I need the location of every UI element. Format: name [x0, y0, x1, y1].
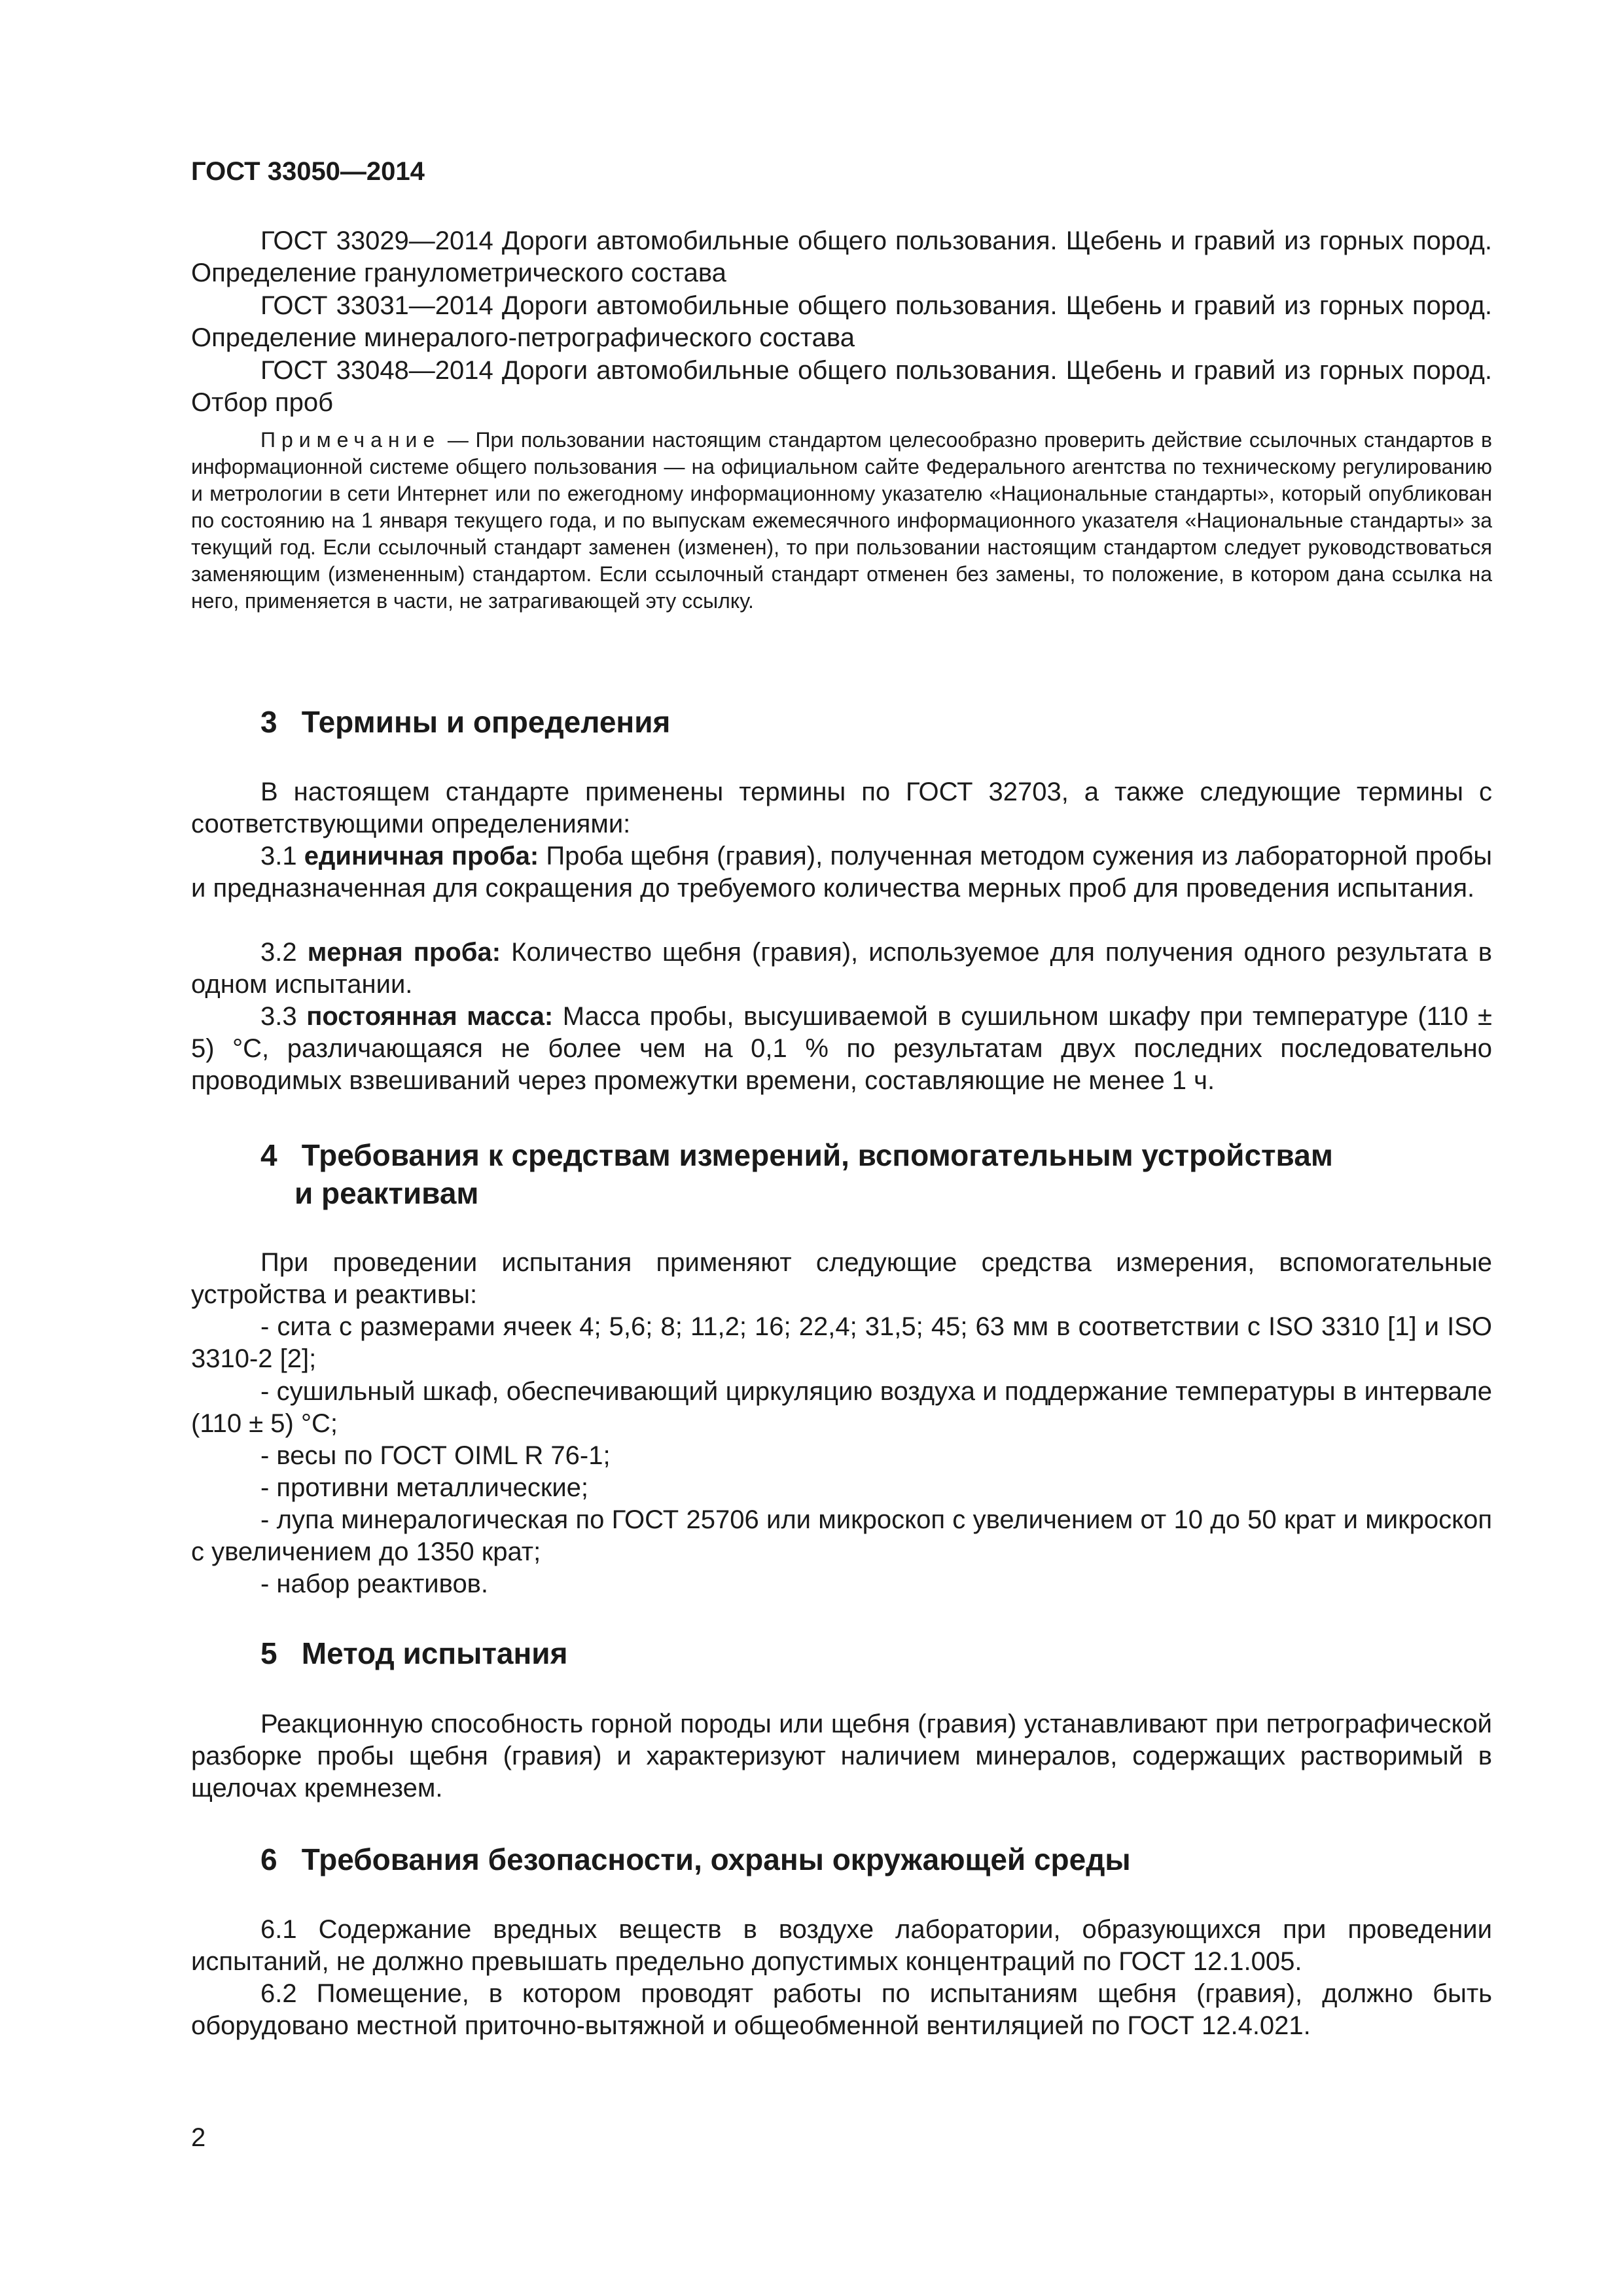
s4-intro: При проведении испытания применяют следующие средства измерения, вспомогательные устройства и реактивы: [191, 1248, 1492, 1309]
s5-text: Реакционную способность горной породы или щебня (гравия) устанавливают при петрографической разборке пробы щебня (гравия) и характеризуют наличием минералов, содержащих растворимый в щелочах кремнезем. [191, 1710, 1492, 1803]
term-3-3 [191, 1001, 1492, 1097]
ref-paragraph: ГОСТ 33031—2014 Дороги автомобильные общего пользования. Щебень и гравий из горных пород. Определение минералого-петрографического состава [191, 291, 1492, 352]
term-number: 3.1 [260, 842, 297, 870]
ref-paragraph: ГОСТ 33048—2014 Дороги автомобильные общего пользования. Щебень и гравий из горных пород. Отбор проб [191, 356, 1492, 417]
term-name: мерная проба: [307, 938, 501, 967]
safety-item: 6.1 Содержание вредных веществ в воздухе лаборатории, образующихся при проведении испытаний, не должно превышать предельно допустимых концентраций по ГОСТ 12.1.005. [191, 1915, 1492, 1976]
term-definition: Проба щебня (гравия), полученная методом сужения из лабораторной пробы и предназначенная для сокращения до требуемого количества мерных проб для проведения испытания. [191, 842, 1493, 903]
equipment-item: - сита с размерами ячеек 4; 5,6; 8; 11,2; 16; 22,4; 31,5; 45; 63 мм в соответствии с ISO 3310 [1] и ISO 3310-2 [2]; [191, 1312, 1492, 1373]
section-6-heading [260, 1840, 1471, 1878]
document-header: ГОСТ 33050—2014 [191, 157, 425, 186]
section-title: Метод испытания [301, 1636, 568, 1670]
term-3-1 [191, 840, 1492, 905]
term-definition: Количество щебня (гравия), используемое для получения одного результата в одном испытании. [191, 938, 1492, 999]
section-4-heading [260, 1136, 1471, 1212]
term-name: единичная проба: [304, 842, 539, 870]
section-3-heading [260, 703, 1471, 741]
term-3-2 [191, 937, 1492, 1001]
equipment-item: - лупа минералогическая по ГОСТ 25706 или микроскоп с увеличением от 10 до 50 крат и микроскоп с увеличением до 1350 крат; [191, 1505, 1492, 1566]
section-number: 6 [260, 1842, 277, 1876]
section-5-heading [260, 1634, 1471, 1672]
equipment-item: - сушильный шкаф, обеспечивающий циркуляцию воздуха и поддержание температуры в интервале (110 ± 5) °С; [191, 1377, 1492, 1438]
ref-paragraph: ГОСТ 33029—2014 Дороги автомобильные общего пользования. Щебень и гравий из горных пород. Определение гранулометрического состава [191, 226, 1492, 287]
section-title: Требования безопасности, охраны окружающей среды [301, 1842, 1131, 1876]
safety-item: 6.2 Помещение, в котором проводят работы по испытаниям щебня (гравия), должно быть оборудовано местной приточно-вытяжной и общеобменной вентиляцией по ГОСТ 12.4.021. [191, 1979, 1492, 2040]
equipment-item: - противни металлические; [260, 1473, 589, 1502]
section-title: Термины и определения [301, 705, 671, 739]
s3-intro: В настоящем стандарте применены термины по ГОСТ 32703, а также следующие термины с соответствующими определениями: [191, 778, 1492, 838]
note-paragraph [191, 427, 1492, 615]
term-name: постоянная масса: [306, 1002, 554, 1031]
term-number: 3.3 [260, 1002, 297, 1031]
note-text: — При пользовании настоящим стандартом целесообразно проверить действие ссылочных стандартов в информационной системе общего пользования — на официальном сайте Федерального агентства по техническому регулированию и метрологии в сети Интернет или по ежегодному информационному указателю «Национальные стандарты», который опубликован по состоянию на 1 января текущего года, и по выпускам ежемесячного информационного указателя «Национальные стандарты» за текущий год. Если ссылочный стандарт заменен (изменен), то при пользовании настоящим стандартом следует руководствоваться заменяющим (измененным) стандартом. Если ссылочный стандарт отменен без замены, то положение, в котором дана ссылка на него, применяется в части, не затрагивающей эту ссылку. [191, 428, 1493, 613]
note-label: Примечание [260, 428, 441, 452]
term-definition: Масса пробы, высушиваемой в сушильном шкафу при температуре (110 ± 5) °С, различающаяся не более чем на 0,1 % по результатам двух последних последовательно проводимых взвешиваний через промежутки времени, составляющие не менее 1 ч. [191, 1002, 1492, 1095]
page-number: 2 [191, 2123, 206, 2152]
section-number: 3 [260, 705, 277, 739]
equipment-item: - весы по ГОСТ OIML R 76-1; [260, 1441, 611, 1470]
section-title: Требования к средствам измерений, вспомогательным устройствам [301, 1138, 1333, 1172]
term-number: 3.2 [260, 938, 297, 967]
equipment-item: - набор реактивов. [260, 1570, 489, 1598]
section-number: 5 [260, 1636, 277, 1670]
section-title-continued: и реактивам [294, 1176, 479, 1210]
section-number: 4 [260, 1138, 277, 1172]
